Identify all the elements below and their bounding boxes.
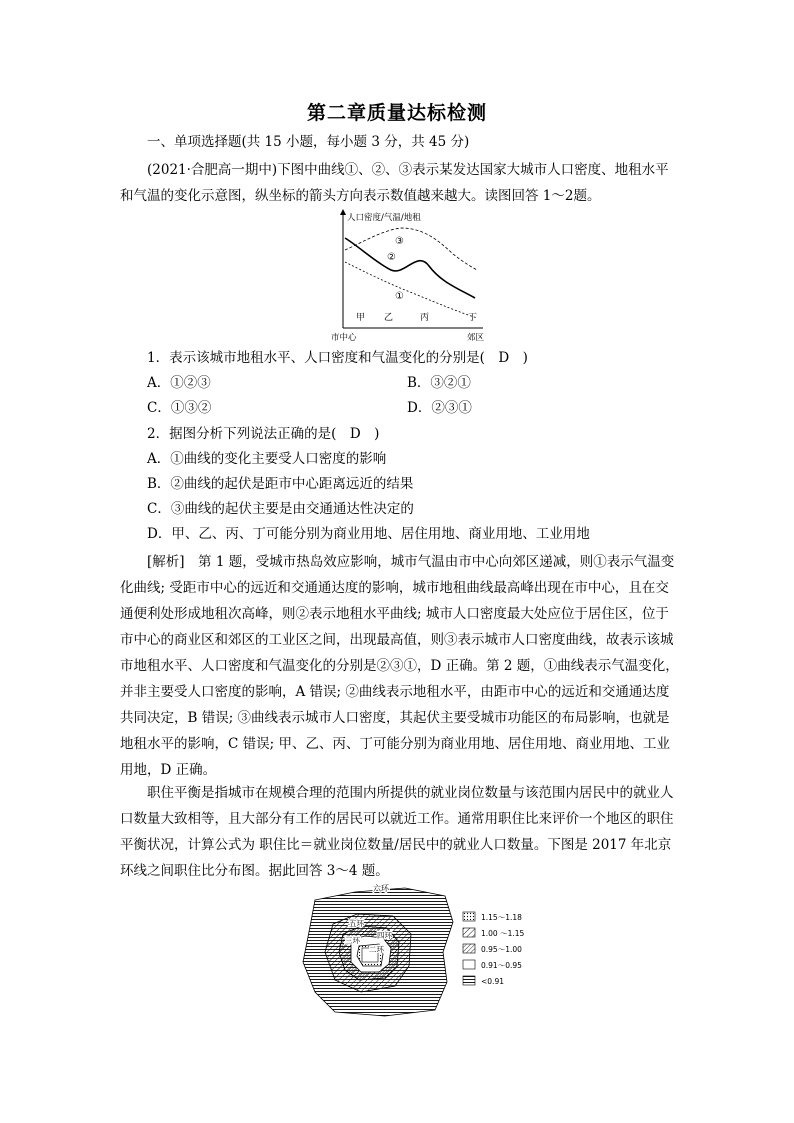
question-2-stem: 2．据图分析下列说法正确的是( D ) [147, 426, 380, 442]
ring-label-6: 六环 [373, 884, 389, 893]
intro-paragraph-2: 职住平衡是指城市在规模合理的范围内所提供的就业岗位数量与该范围内居民中的就业人口数量大致相等，且大部分有工作的居民可以就近工作。通常用职住比来评价一个地区的职住平衡状况，计算公式为 职住比＝就业岗位数量/居民中的就业人口数量。下图是 2017 年北京环线之间职住比分布图。据此回答 3～4 题。 [120, 785, 674, 879]
question-2-option-d: D．甲、乙、丙、丁可能分别为商业用地、居住用地、商业用地、工业用地 [147, 526, 590, 542]
legend-label-5: <0.91 [481, 977, 504, 986]
question-1-option-c: C．①③② [147, 400, 212, 416]
curve-label-3: ③ [395, 236, 404, 247]
question-1-option-b: B．③②① [407, 375, 471, 391]
x-label-city-center: 市中心 [331, 333, 357, 343]
ring-road-map [295, 882, 555, 1022]
question-2-option-c: C．③曲线的起伏主要是由交通通达性决定的 [147, 501, 414, 517]
intro-paragraph-1: (2021·合肥高一期中)下图中曲线①、②、③表示某发达国家大城市人口密度、地租水平和气温的变化示意图，纵坐标的箭头方向表示数值越来越大。读图回答 1～2题。 [120, 162, 669, 204]
curve-diagram [325, 208, 500, 343]
legend-label-1: 1.15～1.18 [481, 913, 522, 922]
legend-label-3: 0.95～1.00 [481, 945, 522, 954]
ring-label-4: 四环 [377, 931, 392, 940]
legend-label-4: 0.91～0.95 [481, 961, 522, 970]
curve-label-2: ② [387, 252, 396, 263]
curve-2 [345, 238, 475, 298]
section-heading: 一、单项选择题(共 15 小题，每小题 3 分，共 45 分) [147, 134, 470, 150]
question-1-option-a: A．①②③ [147, 375, 211, 391]
question-2-option-b: B．②曲线的起伏是距市中心距离远近的结果 [147, 476, 414, 492]
point-label-bing: 丙 [420, 313, 430, 323]
x-label-suburb: 郊区 [467, 333, 485, 343]
ring-label-3: 三环 [345, 936, 360, 945]
map-legend [463, 912, 525, 986]
page-title: 第二章质量达标检测 [306, 102, 487, 124]
point-label-ding: 丁 [468, 313, 478, 323]
question-2-option-a: A．①曲线的变化主要受人口密度的影响 [147, 451, 387, 467]
curve-label-1: ① [395, 291, 404, 302]
point-label-jia: 甲 [356, 313, 366, 323]
question-1-option-d: D．②③① [407, 400, 472, 416]
point-label-yi: 乙 [384, 313, 394, 323]
ring-label-5: 五环 [349, 919, 364, 928]
y-axis-label: 人口密度/气温/地租 [347, 213, 421, 223]
ring-label-2: 二环 [369, 945, 384, 954]
curve-1 [345, 262, 477, 318]
legend-label-2: 1.00 ～1.15 [481, 929, 525, 938]
analysis-paragraph: [解析] 第 1 题，受城市热岛效应影响，城市气温由市中心向郊区递减，则①表示气温变化曲线; 受距市中心的远近和交通通达度的影响，城市地租曲线最高峰出现在市中心，且在交通便利处形成地租次高峰，则②表示地租水平曲线; 城市人口密度最大处应位于居住区，位于市中心的商业区和郊区的工业区之间，出现最高值，则③表示城市人口密度曲线，故表示该城市地租水平、人口密度和气温变化的分别是②③①，D 正确。第 2 题，①曲线表示气温变化，并非主要受人口密度的影响，A 错误; ②曲线表示地租水平，由距市中心的远近和交通通达度共同决定，B 错误; ③曲线表示城市人口密度，其起伏主要受城市功能区的布局影响，也就是地租水平的影响，C 错误; 甲、乙、丙、丁可能分别为商业用地、居住用地、商业用地、工业用地，D 正确。 [120, 554, 679, 778]
question-1-stem: 1．表示该城市地租水平、人口密度和气温变化的分别是( D ) [147, 350, 528, 366]
